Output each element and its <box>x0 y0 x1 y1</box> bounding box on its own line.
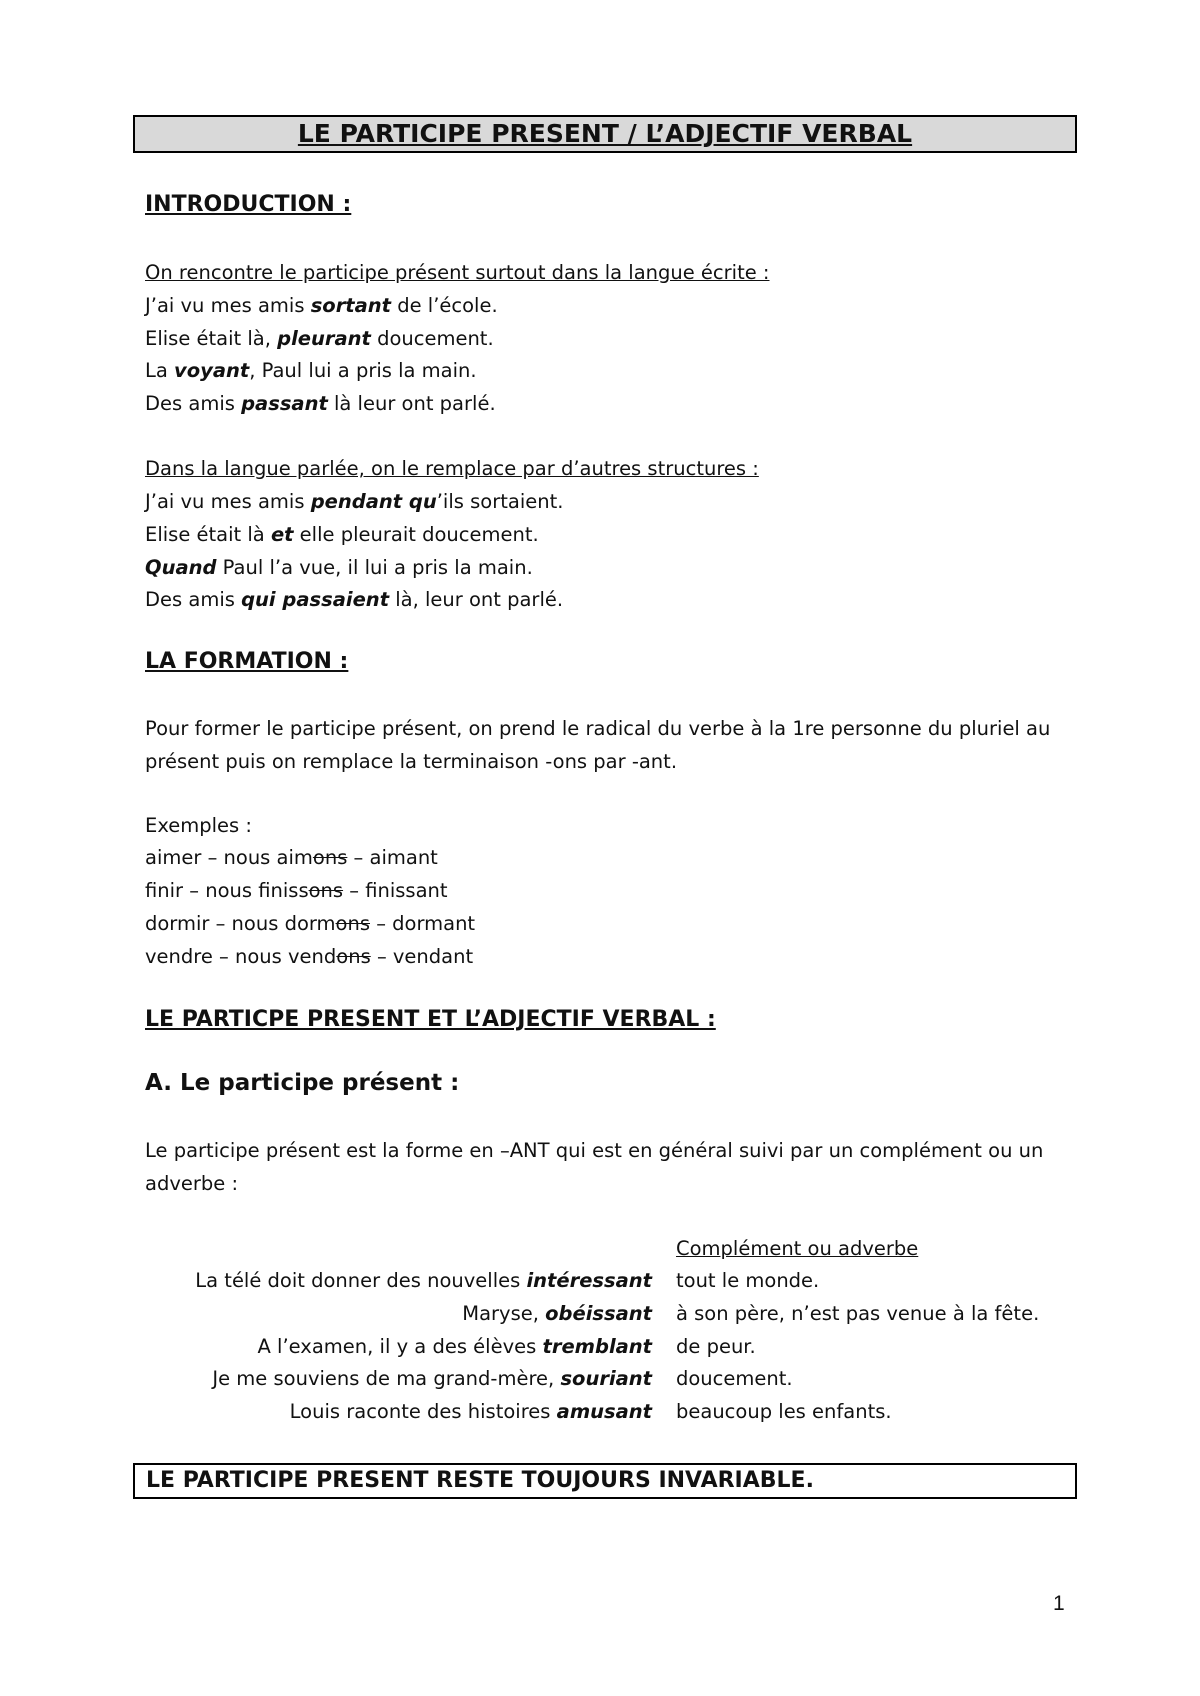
spoken-intro: Dans la langue parlée, on le remplace par d’autres structures : <box>145 457 759 480</box>
column-header: Complément ou adverbe <box>676 1237 919 1260</box>
invariable-rule: LE PARTICIPE PRESENT RESTE TOUJOURS INVARIABLE. <box>146 1468 814 1493</box>
spoken-example: Quand Paul l’a vue, il lui a pris la main. <box>145 556 533 579</box>
written-example: La voyant, Paul lui a pris la main. <box>145 359 477 382</box>
example-sentence-left: Je me souviens de ma grand-mère, souriant <box>212 1367 652 1390</box>
page-number: 1 <box>1053 1592 1065 1615</box>
written-example: Elise était là, pleurant doucement. <box>145 327 494 350</box>
example-sentence-left: La télé doit donner des nouvelles intéressant <box>195 1269 652 1292</box>
written-example: Des amis passant là leur ont parlé. <box>145 392 496 415</box>
document-title-box <box>133 115 1077 153</box>
example-complement: à son père, n’est pas venue à la fête. <box>676 1302 1040 1325</box>
spoken-example: Elise était là et elle pleurait doucement. <box>145 523 539 546</box>
formation-heading: LA FORMATION : <box>145 649 349 674</box>
comparison-heading: LE PARTICPE PRESENT ET L’ADJECTIF VERBAL : <box>145 1007 716 1032</box>
example-sentence-left: Maryse, obéissant <box>462 1302 652 1325</box>
example-sentence-left: Louis raconte des histoires amusant <box>289 1400 652 1423</box>
document-title: LE PARTICIPE PRESENT / L’ADJECTIF VERBAL <box>297 119 913 148</box>
written-intro: On rencontre le participe présent surtout dans la langue écrite : <box>145 261 770 284</box>
formation-text: Pour former le participe présent, on prend le radical du verbe à la 1re personne du pluriel au présent puis on remplace la terminaison -ons par -ant. <box>145 717 1051 773</box>
example-complement: tout le monde. <box>676 1269 820 1292</box>
formation-example: finir – nous finissons – finissant <box>145 879 448 902</box>
introduction-heading: INTRODUCTION : <box>145 192 352 217</box>
spoken-example: J’ai vu mes amis pendant qu’ils sortaient. <box>145 490 564 513</box>
participle-subheading: A. Le participe présent : <box>145 1070 460 1096</box>
participle-definition: Le participe présent est la forme en –ANT qui est en général suivi par un complément ou un adverbe : <box>145 1139 1044 1195</box>
formation-example: aimer – nous aimons – aimant <box>145 846 438 869</box>
formation-example: dormir – nous dormons – dormant <box>145 912 476 935</box>
example-complement: beaucoup les enfants. <box>676 1400 892 1423</box>
written-example: J’ai vu mes amis sortant de l’école. <box>145 294 498 317</box>
invariable-rule-box <box>133 1463 1077 1499</box>
spoken-example: Des amis qui passaient là, leur ont parlé. <box>145 588 564 611</box>
example-sentence-left: A l’examen, il y a des élèves tremblant <box>257 1335 652 1358</box>
formation-example: vendre – nous vendons – vendant <box>145 945 474 968</box>
examples-label: Exemples : <box>145 814 252 837</box>
example-complement: doucement. <box>676 1367 793 1390</box>
example-complement: de peur. <box>676 1335 756 1358</box>
